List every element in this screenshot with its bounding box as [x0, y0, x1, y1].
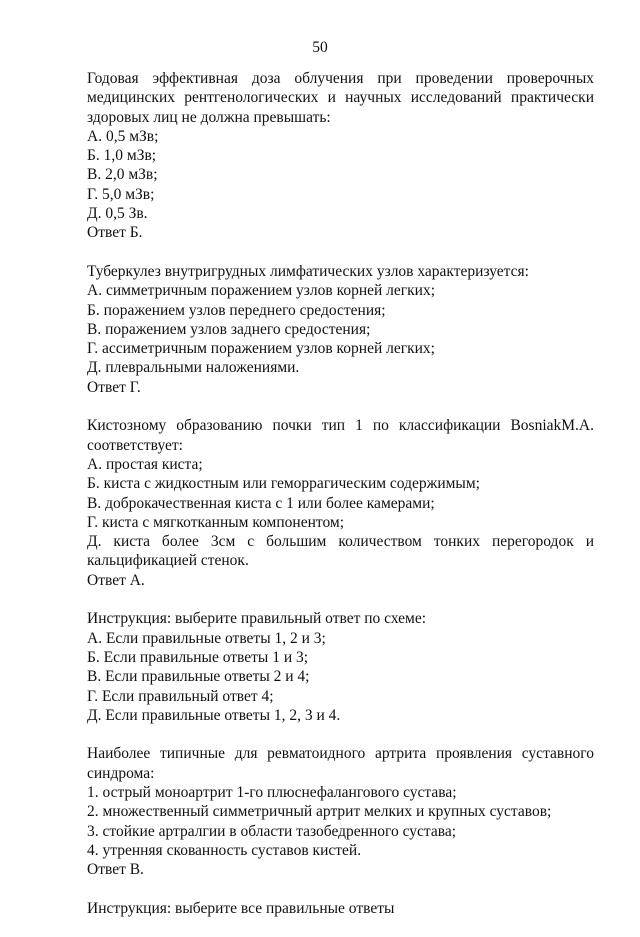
scheme-option: В. Если правильные ответы 2 и 4; — [87, 668, 310, 686]
correct-answer: Ответ В. — [87, 861, 144, 879]
instruction-text: Инструкция: выберите правильный ответ по схеме: — [87, 610, 427, 628]
answer-option: 1. острый моноартрит 1-го плюснефалангового сустава; — [87, 783, 457, 801]
answer-option: В. поражением узлов заднего средостения; — [87, 320, 371, 338]
instruction-text: Инструкция: выберите все правильные ответы — [87, 899, 395, 917]
answer-option: 3. стойкие артралгии в области тазобедренного сустава; — [87, 822, 457, 840]
question-text-line: соответствует: — [87, 436, 183, 454]
answer-option: Г. ассиметричным поражением узлов корней легких; — [87, 340, 435, 358]
answer-option: Д. плевральными наложениями. — [87, 359, 300, 377]
scheme-option: А. Если правильные ответы 1, 2 и 3; — [87, 629, 326, 647]
question-text-line: синдрома: — [87, 764, 155, 782]
answer-option-continuation: кальцификацией стенок. — [87, 552, 249, 570]
question-block-4 — [87, 744, 594, 879]
question-block-3 — [87, 416, 594, 590]
correct-answer: Ответ Г. — [87, 378, 141, 396]
answer-option: В. 2,0 мЗв; — [87, 166, 158, 184]
answer-option: 2. множественный симметричный артрит мелких и крупных суставов; — [87, 803, 552, 821]
answer-option: А. симметричным поражением узлов корней легких; — [87, 282, 436, 300]
answer-option: В. доброкачественная киста с 1 или более камерами; — [87, 494, 435, 512]
scheme-option: Д. Если правильные ответы 1, 2, 3 и 4. — [87, 706, 341, 724]
question-block-2 — [87, 262, 594, 397]
scheme-option: Г. Если правильный ответ 4; — [87, 687, 274, 705]
answer-option: Д. 0,5 Зв. — [87, 205, 148, 223]
answer-option: Б. киста с жидкостным или геморрагическим содержимым; — [87, 475, 480, 493]
page-number: 50 — [312, 39, 328, 56]
answer-option: Г. 5,0 мЗв; — [87, 185, 155, 203]
answer-option: Б. поражением узлов переднего средостения; — [87, 301, 386, 319]
instruction-block-2 — [87, 899, 594, 918]
question-text-line: Наиболее типичные для ревматоидного артрита проявления суставного — [87, 745, 594, 763]
answer-option: 4. утренняя скованность суставов кистей. — [87, 841, 362, 859]
page-content — [87, 69, 594, 937]
instruction-block — [87, 609, 594, 725]
answer-option: А. простая киста; — [87, 455, 203, 473]
correct-answer: Ответ Б. — [87, 224, 143, 242]
answer-option: Г. киста с мягкотканным компонентом; — [87, 513, 345, 531]
question-text-line: здоровых лиц не должна превышать: — [87, 108, 331, 126]
question-text-line: медицинских рентгенологических и научных исследований практически — [87, 89, 594, 107]
question-text-line: Годовая эффективная доза облучения при проведении проверочных — [87, 70, 594, 87]
answer-option: Д. киста более 3см с большим количеством тонких перегородок и — [87, 533, 594, 551]
question-text-line: Кистозному образованию почки тип 1 по классификации BosniakM.A. — [87, 417, 594, 435]
answer-option: Б. 1,0 мЗв; — [87, 147, 157, 165]
question-block-1 — [87, 69, 594, 243]
correct-answer: Ответ А. — [87, 571, 145, 589]
answer-option: А. 0,5 мЗв; — [87, 127, 159, 145]
question-text-line: Туберкулез внутригрудных лимфатических узлов характеризуется: — [87, 262, 529, 280]
scheme-option: Б. Если правильные ответы 1 и 3; — [87, 648, 309, 666]
